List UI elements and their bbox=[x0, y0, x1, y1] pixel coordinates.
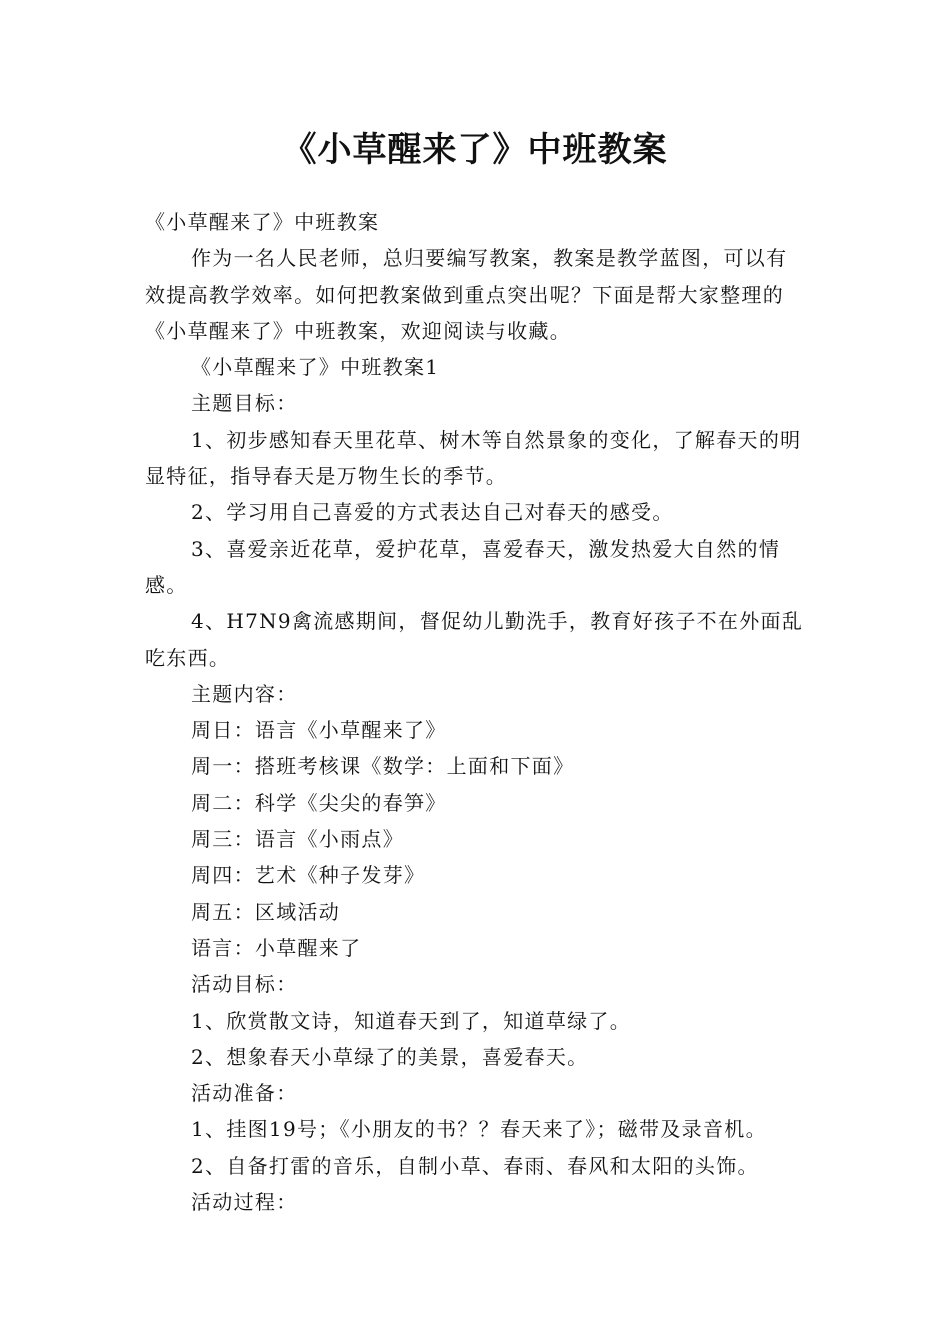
body-paragraph: 周日：语言《小草醒来了》 bbox=[191, 718, 447, 743]
body-paragraph: 周五：区域活动 bbox=[191, 899, 341, 924]
body-paragraph: 周四：艺术《种子发芽》 bbox=[191, 863, 426, 888]
document-body bbox=[145, 204, 805, 1220]
body-paragraph: 周一：搭班考核课《数学：上面和下面》 bbox=[191, 754, 575, 779]
body-paragraph: 主题内容： bbox=[191, 681, 298, 706]
body-paragraph: 《小草醒来了》中班教案1 bbox=[191, 355, 440, 380]
body-paragraph: 2、自备打雷的音乐，自制小草、春雨、春风和太阳的头饰。 bbox=[191, 1153, 759, 1178]
body-paragraph: 作为一名人民老师，总归要编写教案，教案是教学蓝图，可以有效提高教学效率。如何把教案做到重点突出呢？下面是帮大家整理的《小草醒来了》中班教案，欢迎阅读与收藏。 bbox=[145, 246, 788, 343]
body-paragraph: 活动过程： bbox=[191, 1190, 298, 1215]
body-paragraph: 语言：小草醒来了 bbox=[191, 935, 362, 960]
body-paragraph: 《小草醒来了》中班教案 bbox=[145, 210, 380, 234]
document-title: 《小草醒来了》中班教案 bbox=[282, 130, 668, 170]
body-paragraph: 2、学习用自己喜爱的方式表达自己对春天的感受。 bbox=[191, 500, 674, 525]
body-paragraph: 1、初步感知春天里花草、树木等自然景象的变化，了解春天的明显特征，指导春天是万物生长的季节。 bbox=[145, 427, 802, 489]
body-paragraph: 4、H7N9禽流感期间，督促幼儿勤洗手，教育好孩子不在外面乱吃东西。 bbox=[145, 609, 804, 670]
body-paragraph: 周三：语言《小雨点》 bbox=[191, 827, 404, 852]
body-paragraph: 周二：科学《尖尖的春笋》 bbox=[191, 790, 447, 815]
body-paragraph: 1、欣赏散文诗，知道春天到了，知道草绿了。 bbox=[191, 1008, 632, 1033]
body-paragraph: 主题目标： bbox=[191, 391, 298, 416]
body-paragraph: 活动目标： bbox=[191, 972, 298, 997]
body-paragraph: 活动准备： bbox=[191, 1081, 298, 1106]
body-paragraph: 1、挂图19号；《小朋友的书？？春天来了》；磁带及录音机。 bbox=[191, 1117, 767, 1142]
body-paragraph: 2、想象春天小草绿了的美景，喜爱春天。 bbox=[191, 1044, 589, 1069]
body-paragraph: 3、喜爱亲近花草，爱护花草，喜爱春天，激发热爱大自然的情感。 bbox=[145, 536, 781, 597]
